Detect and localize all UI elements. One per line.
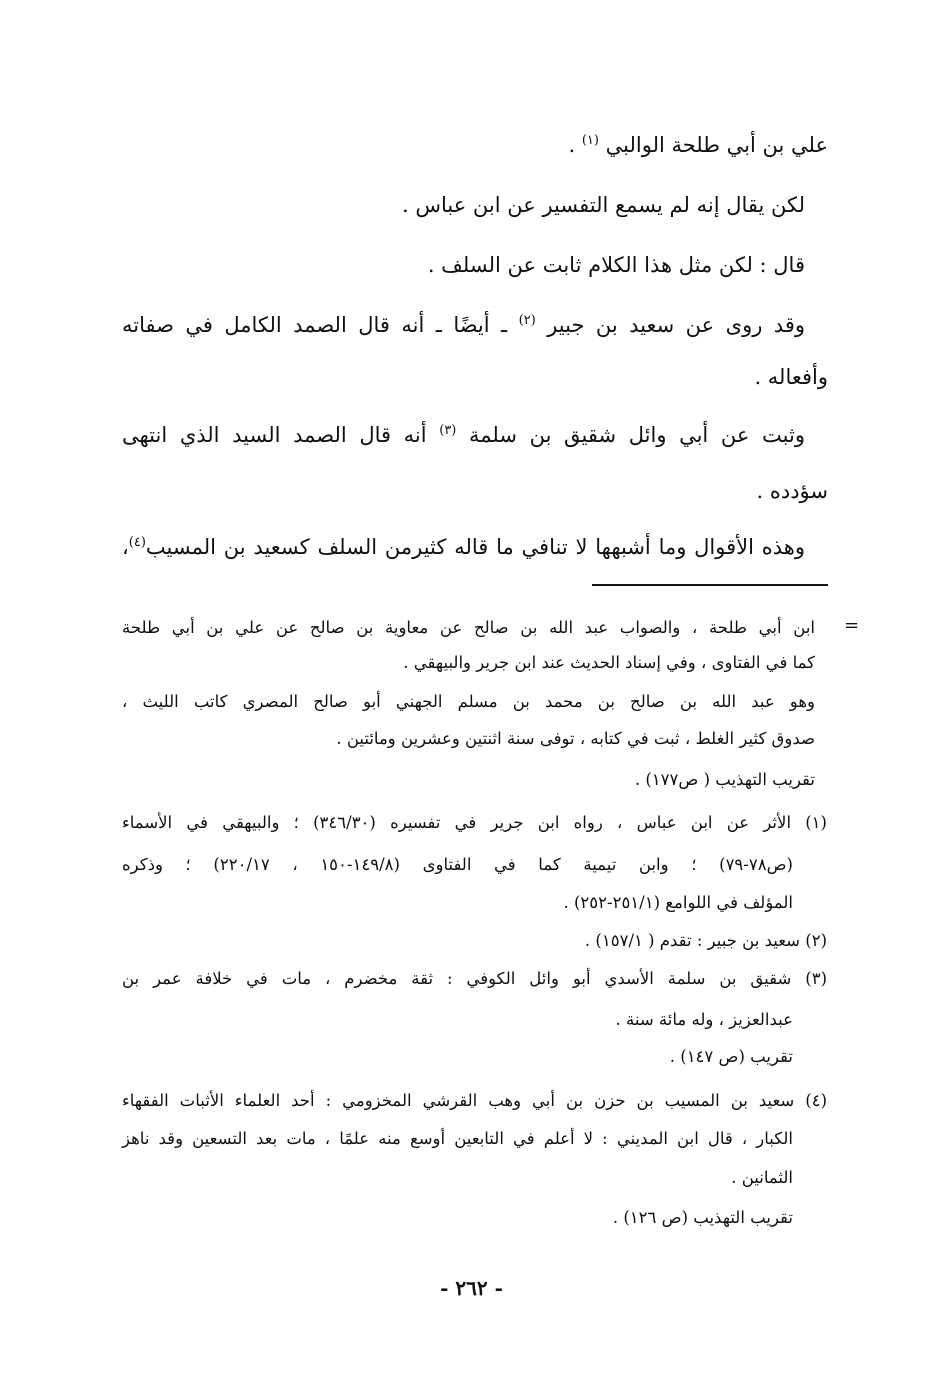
footnote-ref[interactable]: (٤): [128, 535, 146, 550]
footnote-line: المؤلف في اللوامع (٢٥١/١-٢٥٢) .: [563, 893, 793, 912]
footnote-ref[interactable]: (٣): [439, 423, 457, 438]
footnote-line: (١) الأثر عن ابن عباس ، رواه ابن جرير في تفسيره (٣٤٦/٣٠) ؛ والبيهقي في الأسماء: [122, 813, 827, 832]
body-line: وثبت عن أبي وائل شقيق بن سلمة $^{(٣)}$ أنه قال الصمد السيد الذي انتهى: [122, 423, 805, 447]
page-number: - ٢٦٢ -: [440, 1276, 503, 1300]
body-line: وهذه الأقوال وما أشبهها لا تنافي ما قاله كثيرمن السلف كسعيد بن المسيب$^{(٤)}$،: [122, 535, 805, 559]
body-line: وقد روى عن سعيد بن جبير $^{(٢)}$ ـ أيضًا ـ أنه قال الصمد الكامل في صفاته: [122, 313, 805, 337]
body-line: وأفعاله .: [754, 365, 828, 389]
body-line: سؤدده .: [756, 479, 828, 503]
footnote-line: الكبار ، قال ابن المديني : لا أعلم في التابعين أوسع منه علمًا ، مات بعد التسعين وقد ناهز: [122, 1129, 793, 1148]
body-line: لكن يقال إنه لم يسمع التفسير عن ابن عباس .: [402, 193, 805, 217]
footnote-line: تقريب التهذيب (ص ١٢٦) .: [612, 1208, 793, 1227]
body-line: قال : لكن مثل هذا الكلام ثابت عن السلف .: [427, 253, 805, 277]
footnote-line: تقريب التهذيب ( ص١٧٧) .: [634, 770, 815, 789]
footnote-line: (ص٧٨-٧٩) ؛ وابن تيمية كما في الفتاوى (١٤٩/٨-١٥٠ ، ٢٢٠/١٧) ؛ وذكره: [122, 855, 793, 874]
body-line: علي بن أبي طلحة الوالبي $^{(١)}$ .: [568, 133, 828, 157]
footnote-line: عبدالعزيز ، وله مائة سنة .: [615, 1010, 793, 1029]
footnote-line: ابن أبي طلحة ، والصواب عبد الله بن صالح عن معاوية بن صالح عن علي بن أبي طلحة: [122, 618, 815, 637]
footnote-line: وهو عبد الله بن صالح بن محمد بن مسلم الجهني أبو صالح المصري كاتب الليث ،: [122, 692, 815, 711]
footnote-line: تقريب (ص ١٤٧) .: [669, 1047, 793, 1066]
footnote-line: (٤) سعيد بن المسيب بن حزن بن أبي وهب القرشي المخزومي : أحد العلماء الأثبات الفقهاء: [122, 1091, 827, 1110]
footnote-ref[interactable]: (١): [581, 133, 599, 148]
footnote-line: صدوق كثير الغلط ، ثبت في كتابه ، توفى سنة اثنتين وعشرين ومائتين .: [336, 729, 815, 748]
footnote-ref[interactable]: (٢): [518, 313, 536, 328]
footnote-line: (٣) شقيق بن سلمة الأسدي أبو وائل الكوفي : ثقة مخضرم ، مات في خلافة عمر بن: [122, 969, 827, 988]
footnote-line: كما في الفتاوى ، وفي إسناد الحديث عند ابن جرير والبيهقي .: [403, 653, 815, 672]
footnote-line: (٢) سعيد بن جبير : تقدم ( ١٥٧/١) .: [584, 931, 827, 950]
footnote-separator: [592, 584, 828, 586]
continuation-mark: =: [844, 615, 860, 636]
footnote-line: الثمانين .: [731, 1168, 793, 1187]
